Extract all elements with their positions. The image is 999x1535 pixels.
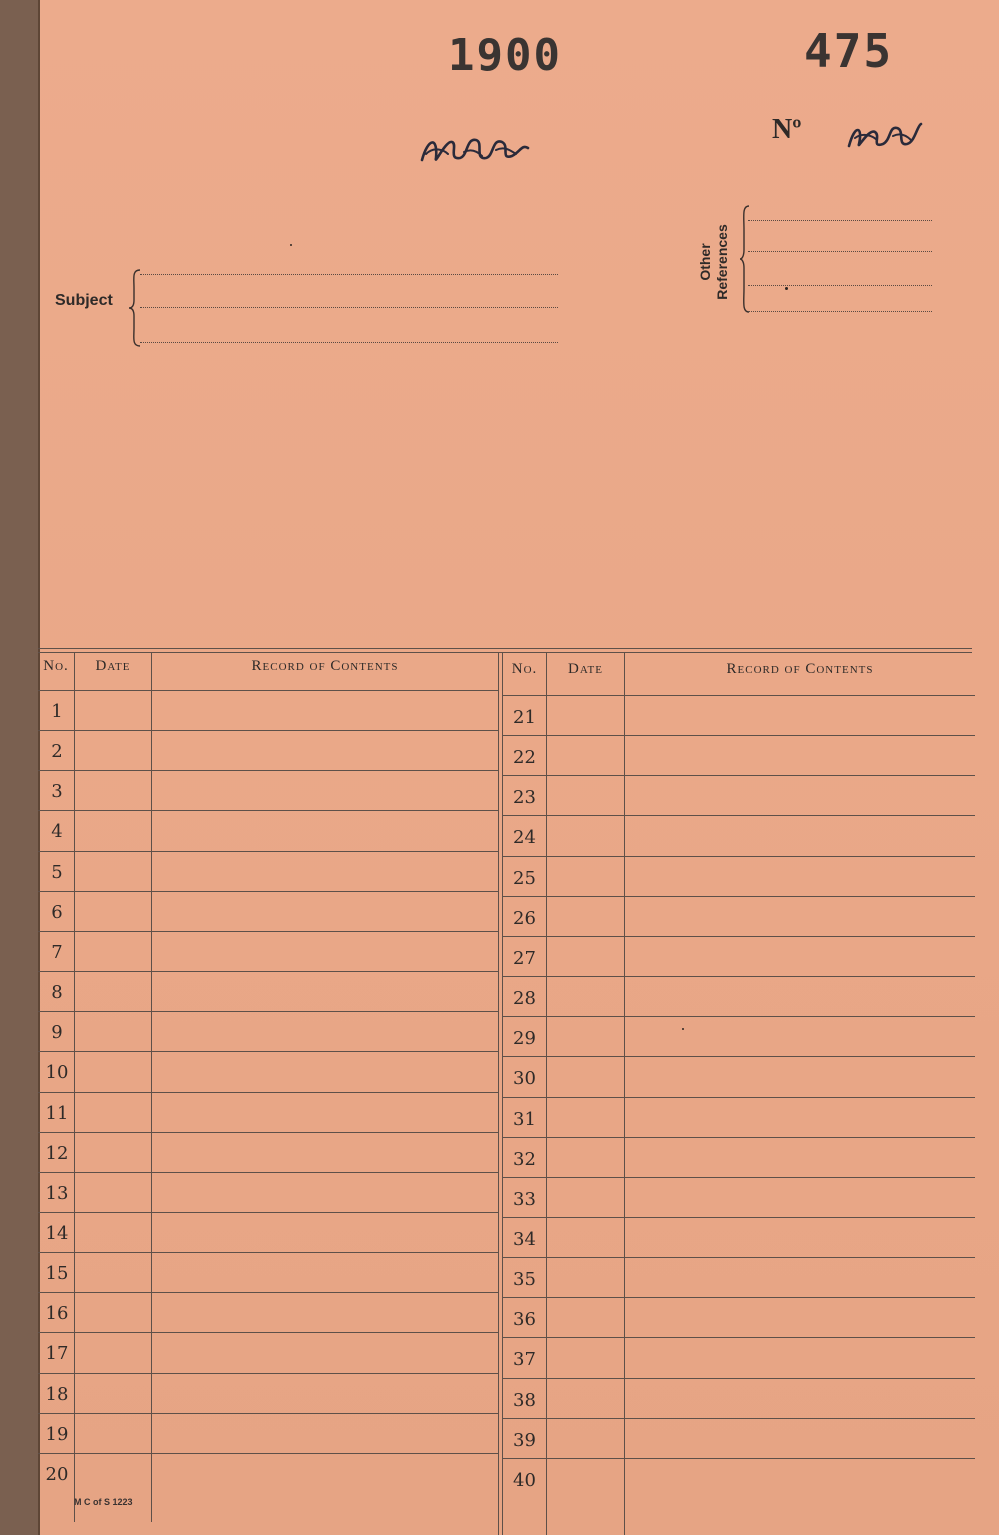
- row-number: 9: [51, 1022, 63, 1044]
- row-rule: [503, 1458, 975, 1459]
- row-rule: [38, 770, 498, 771]
- ink-dot: [785, 287, 788, 290]
- row-number: 12: [45, 1142, 69, 1164]
- row-rule: [38, 1011, 498, 1012]
- row-rule: [503, 1137, 975, 1138]
- row-rule: [503, 896, 975, 897]
- row-number: 14: [45, 1222, 69, 1244]
- row-rule: [503, 1217, 975, 1218]
- row-number: 8: [51, 982, 63, 1004]
- row-number: 1: [51, 701, 63, 722]
- row-number: 11: [45, 1102, 69, 1124]
- row-number: 21: [513, 707, 536, 728]
- row-number: 15: [45, 1263, 69, 1285]
- row-rule: [38, 931, 498, 932]
- row-rule: [503, 1097, 975, 1098]
- row-rule: [503, 856, 975, 857]
- folder-spine: [0, 0, 40, 1535]
- row-number: 39: [513, 1429, 536, 1451]
- row-rule: [503, 1337, 975, 1338]
- row-rule: [38, 1092, 498, 1093]
- row-rule: [38, 1132, 498, 1133]
- row-number: 38: [513, 1389, 536, 1411]
- header-date-left: Date: [95, 658, 131, 674]
- row-number: 16: [45, 1303, 69, 1325]
- row-rule: [38, 730, 498, 731]
- row-rule: [503, 735, 975, 736]
- form-code: M C of S 1223: [74, 1497, 133, 1507]
- row-rule: [38, 1252, 498, 1253]
- other-references-label-line2: References: [714, 224, 730, 300]
- file-number-stamp: 475: [804, 24, 894, 78]
- column-divider: [624, 652, 625, 1535]
- row-rule: [38, 891, 498, 892]
- number-label: Nº: [772, 114, 802, 145]
- row-number: 40: [513, 1469, 536, 1491]
- subject-label: Subject: [55, 292, 113, 309]
- row-number: 33: [513, 1188, 536, 1210]
- row-rule: [38, 1373, 498, 1374]
- table-top-rule: [38, 648, 972, 649]
- row-number: 22: [513, 747, 536, 769]
- row-number: 24: [513, 827, 536, 849]
- row-rule: [503, 976, 975, 977]
- row-number: 31: [513, 1108, 536, 1130]
- row-number: 25: [513, 867, 536, 889]
- subject-line[interactable]: [140, 307, 558, 308]
- other-reference-line[interactable]: [748, 220, 932, 221]
- other-references-brace: [739, 204, 751, 319]
- row-rule: [503, 1177, 975, 1178]
- row-number: 13: [45, 1182, 69, 1204]
- row-rule: [503, 936, 975, 937]
- row-rule: [38, 690, 498, 691]
- row-rule: [503, 1016, 975, 1017]
- row-number: 10: [45, 1062, 69, 1084]
- row-rule: [38, 851, 498, 852]
- table-top-rule: [38, 652, 972, 653]
- row-rule: [38, 1051, 498, 1052]
- row-number: 20: [45, 1463, 69, 1485]
- row-rule: [38, 810, 498, 811]
- row-number: 37: [513, 1349, 536, 1371]
- handwritten-scribble-center: [418, 130, 533, 175]
- header-date-right: Date: [568, 661, 603, 677]
- row-number: 36: [513, 1309, 536, 1331]
- row-rule: [503, 1378, 975, 1379]
- other-reference-line[interactable]: [748, 311, 932, 312]
- row-rule: [503, 775, 975, 776]
- header-record-right: Record of Contents: [726, 661, 874, 677]
- row-number: 34: [513, 1228, 536, 1250]
- row-rule: [38, 1453, 498, 1454]
- row-number: 3: [51, 781, 63, 803]
- row-number: 27: [513, 947, 536, 969]
- row-rule: [38, 1172, 498, 1173]
- row-number: 5: [51, 861, 63, 883]
- handwritten-scribble-right: [845, 118, 925, 159]
- row-rule: [38, 1413, 498, 1414]
- row-rule: [503, 695, 975, 696]
- row-rule: [38, 1332, 498, 1333]
- row-rule: [38, 1292, 498, 1293]
- row-number: 23: [513, 787, 536, 809]
- row-number: 26: [513, 907, 536, 929]
- row-rule: [503, 1056, 975, 1057]
- row-rule: [503, 815, 975, 816]
- row-number: 7: [51, 941, 63, 963]
- row-number: 2: [51, 741, 63, 763]
- row-number: 28: [513, 988, 536, 1010]
- other-reference-line[interactable]: [748, 251, 932, 252]
- header-no-right: No.: [511, 661, 538, 677]
- row-number: 4: [51, 821, 63, 843]
- row-number: 18: [45, 1383, 69, 1405]
- row-rule: [503, 1297, 975, 1298]
- row-number: 30: [513, 1068, 536, 1090]
- other-references-label-line1: Other: [697, 243, 713, 281]
- header-record-left: Record of Contents: [251, 658, 399, 674]
- subject-brace: [128, 268, 142, 353]
- other-reference-line[interactable]: [748, 285, 932, 286]
- row-number: 32: [513, 1148, 536, 1170]
- row-rule: [503, 1257, 975, 1258]
- row-number: 35: [513, 1269, 536, 1291]
- row-number: 29: [513, 1028, 536, 1050]
- header-no-left: No.: [43, 658, 69, 674]
- row-number: 19: [45, 1423, 69, 1445]
- subject-line[interactable]: [140, 274, 558, 275]
- ink-dot: [682, 1028, 684, 1030]
- column-divider: [151, 652, 152, 1522]
- column-divider: [546, 652, 547, 1535]
- row-rule: [503, 1418, 975, 1419]
- row-number: 17: [45, 1343, 69, 1365]
- row-rule: [38, 971, 498, 972]
- year-stamp: 1900: [448, 30, 562, 81]
- row-rule: [38, 1212, 498, 1213]
- subject-line[interactable]: [140, 342, 558, 343]
- center-divider: [498, 652, 499, 1535]
- ink-dot: [290, 244, 292, 246]
- row-number: 6: [51, 901, 63, 923]
